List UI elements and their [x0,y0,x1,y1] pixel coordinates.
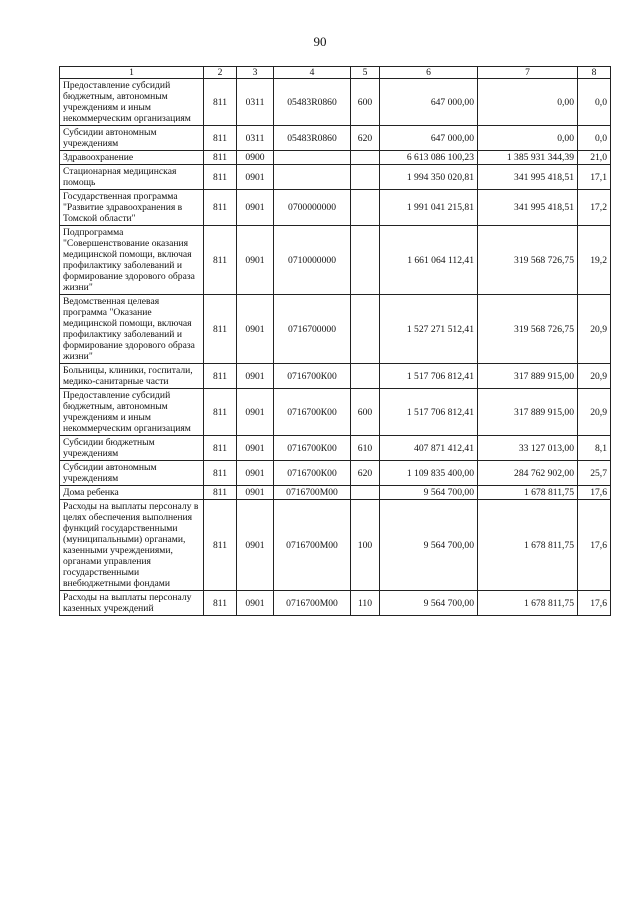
row-target-article-cell: 0716700К00 [274,389,351,436]
row-ved-cell: 811 [204,151,237,165]
row-percent-cell: 20,9 [578,364,611,389]
row-name-cell: Субсидии автономным учреждениям [60,461,204,486]
row-section-cell: 0901 [237,461,274,486]
row-section-cell: 0901 [237,486,274,500]
row-ved-cell: 811 [204,486,237,500]
row-target-article-cell: 0716700К00 [274,364,351,389]
row-percent-cell: 21,0 [578,151,611,165]
row-actual-cell: 1 678 811,75 [478,486,578,500]
row-name-cell: Здравоохранение [60,151,204,165]
header-cell-8: 8 [578,67,611,79]
row-actual-cell: 319 568 726,75 [478,226,578,295]
row-ved-cell: 811 [204,165,237,190]
row-actual-cell: 284 762 902,00 [478,461,578,486]
row-percent-cell: 19,2 [578,226,611,295]
row-actual-cell: 33 127 013,00 [478,436,578,461]
row-section-cell: 0311 [237,126,274,151]
row-plan-cell: 9 564 700,00 [380,591,478,616]
row-section-cell: 0900 [237,151,274,165]
row-plan-cell: 1 994 350 020,81 [380,165,478,190]
row-expense-type-cell [351,226,380,295]
row-actual-cell: 0,00 [478,126,578,151]
row-target-article-cell: 0716700К00 [274,436,351,461]
row-actual-cell: 1 678 811,75 [478,500,578,591]
row-expense-type-cell: 620 [351,126,380,151]
row-ved-cell: 811 [204,190,237,226]
row-name-cell: Расходы на выплаты персоналу казенных учреждений [60,591,204,616]
row-name-cell: Подпрограмма "Совершенствование оказания медицинской помощи, включая профилактику заболеваний и формирование здорового образа жизни" [60,226,204,295]
row-name-cell: Больницы, клиники, госпитали, медико-санитарные части [60,364,204,389]
header-cell-5: 5 [351,67,380,79]
row-expense-type-cell: 610 [351,436,380,461]
row-target-article-cell: 0716700М00 [274,591,351,616]
row-section-cell: 0901 [237,591,274,616]
row-section-cell: 0901 [237,500,274,591]
row-percent-cell: 17,2 [578,190,611,226]
header-cell-4: 4 [274,67,351,79]
table-row [60,190,611,226]
row-expense-type-cell [351,486,380,500]
header-cell-3: 3 [237,67,274,79]
row-plan-cell: 1 517 706 812,41 [380,389,478,436]
row-name-cell: Субсидии автономным учреждениям [60,126,204,151]
row-expense-type-cell [351,190,380,226]
row-target-article-cell: 05483R0860 [274,79,351,126]
header-cell-6: 6 [380,67,478,79]
row-percent-cell: 17,6 [578,486,611,500]
table-row [60,364,611,389]
table-row [60,591,611,616]
header-cell-7: 7 [478,67,578,79]
row-section-cell: 0901 [237,295,274,364]
row-percent-cell: 25,7 [578,461,611,486]
row-target-article-cell: 0716700М00 [274,486,351,500]
row-plan-cell: 1 991 041 215,81 [380,190,478,226]
row-plan-cell: 6 613 086 100,23 [380,151,478,165]
row-expense-type-cell: 600 [351,389,380,436]
row-name-cell: Государственная программа "Развитие здравоохранения в Томской области" [60,190,204,226]
row-expense-type-cell [351,295,380,364]
table-row [60,226,611,295]
table-row [60,165,611,190]
row-ved-cell: 811 [204,500,237,591]
row-expense-type-cell: 110 [351,591,380,616]
row-target-article-cell: 0716700000 [274,295,351,364]
row-plan-cell: 647 000,00 [380,79,478,126]
row-target-article-cell [274,151,351,165]
row-percent-cell: 17,6 [578,591,611,616]
row-plan-cell: 1 527 271 512,41 [380,295,478,364]
row-name-cell: Предоставление субсидий бюджетным, автономным учреждениям и иным некоммерческим организациям [60,79,204,126]
row-ved-cell: 811 [204,126,237,151]
table-row [60,151,611,165]
row-section-cell: 0311 [237,79,274,126]
row-target-article-cell: 05483R0860 [274,126,351,151]
row-name-cell: Ведомственная целевая программа "Оказание медицинской помощи, включая профилактику заболеваний и формирование здорового образа жизни" [60,295,204,364]
row-expense-type-cell: 600 [351,79,380,126]
row-percent-cell: 20,9 [578,389,611,436]
row-section-cell: 0901 [237,436,274,461]
row-ved-cell: 811 [204,226,237,295]
row-target-article-cell: 0700000000 [274,190,351,226]
row-ved-cell: 811 [204,591,237,616]
row-section-cell: 0901 [237,165,274,190]
table-row [60,389,611,436]
row-name-cell: Субсидии бюджетным учреждениям [60,436,204,461]
row-name-cell: Дома ребенка [60,486,204,500]
table-row [60,79,611,126]
row-target-article-cell: 0716700М00 [274,500,351,591]
row-plan-cell: 1 517 706 812,41 [380,364,478,389]
row-expense-type-cell [351,165,380,190]
row-ved-cell: 811 [204,295,237,364]
row-plan-cell: 647 000,00 [380,126,478,151]
row-ved-cell: 811 [204,389,237,436]
row-plan-cell: 1 109 835 400,00 [380,461,478,486]
table-row [60,436,611,461]
row-target-article-cell [274,165,351,190]
header-cell-1: 1 [60,67,204,79]
row-plan-cell: 9 564 700,00 [380,486,478,500]
row-name-cell: Стационарная медицинская помощь [60,165,204,190]
row-expense-type-cell: 100 [351,500,380,591]
row-actual-cell: 0,00 [478,79,578,126]
budget-table [59,66,611,616]
row-expense-type-cell [351,151,380,165]
row-plan-cell: 1 661 064 112,41 [380,226,478,295]
row-actual-cell: 317 889 915,00 [478,389,578,436]
table-row [60,126,611,151]
row-plan-cell: 407 871 412,41 [380,436,478,461]
header-cell-2: 2 [204,67,237,79]
row-section-cell: 0901 [237,190,274,226]
row-percent-cell: 17,6 [578,500,611,591]
row-plan-cell: 9 564 700,00 [380,500,478,591]
row-section-cell: 0901 [237,389,274,436]
row-actual-cell: 341 995 418,51 [478,190,578,226]
row-ved-cell: 811 [204,436,237,461]
row-target-article-cell: 0710000000 [274,226,351,295]
row-ved-cell: 811 [204,364,237,389]
table-row [60,486,611,500]
row-percent-cell: 0,0 [578,126,611,151]
row-ved-cell: 811 [204,461,237,486]
row-name-cell: Предоставление субсидий бюджетным, автономным учреждениям и иным некоммерческим организациям [60,389,204,436]
header-row [60,67,611,79]
row-name-cell: Расходы на выплаты персоналу в целях обеспечения выполнения функций государственными (муниципальными) органами, казенными учреждениями, органами управления государственными внебюджетными фондами [60,500,204,591]
row-actual-cell: 319 568 726,75 [478,295,578,364]
row-target-article-cell: 0716700К00 [274,461,351,486]
row-actual-cell: 341 995 418,51 [478,165,578,190]
row-percent-cell: 17,1 [578,165,611,190]
row-percent-cell: 0,0 [578,79,611,126]
row-actual-cell: 317 889 915,00 [478,364,578,389]
table-row [60,461,611,486]
row-ved-cell: 811 [204,79,237,126]
row-expense-type-cell: 620 [351,461,380,486]
row-percent-cell: 8,1 [578,436,611,461]
row-section-cell: 0901 [237,226,274,295]
row-actual-cell: 1 678 811,75 [478,591,578,616]
row-percent-cell: 20,9 [578,295,611,364]
table-row [60,295,611,364]
page-number: 90 [313,34,327,49]
table-row [60,500,611,591]
row-actual-cell: 1 385 931 344,39 [478,151,578,165]
row-expense-type-cell [351,364,380,389]
row-section-cell: 0901 [237,364,274,389]
